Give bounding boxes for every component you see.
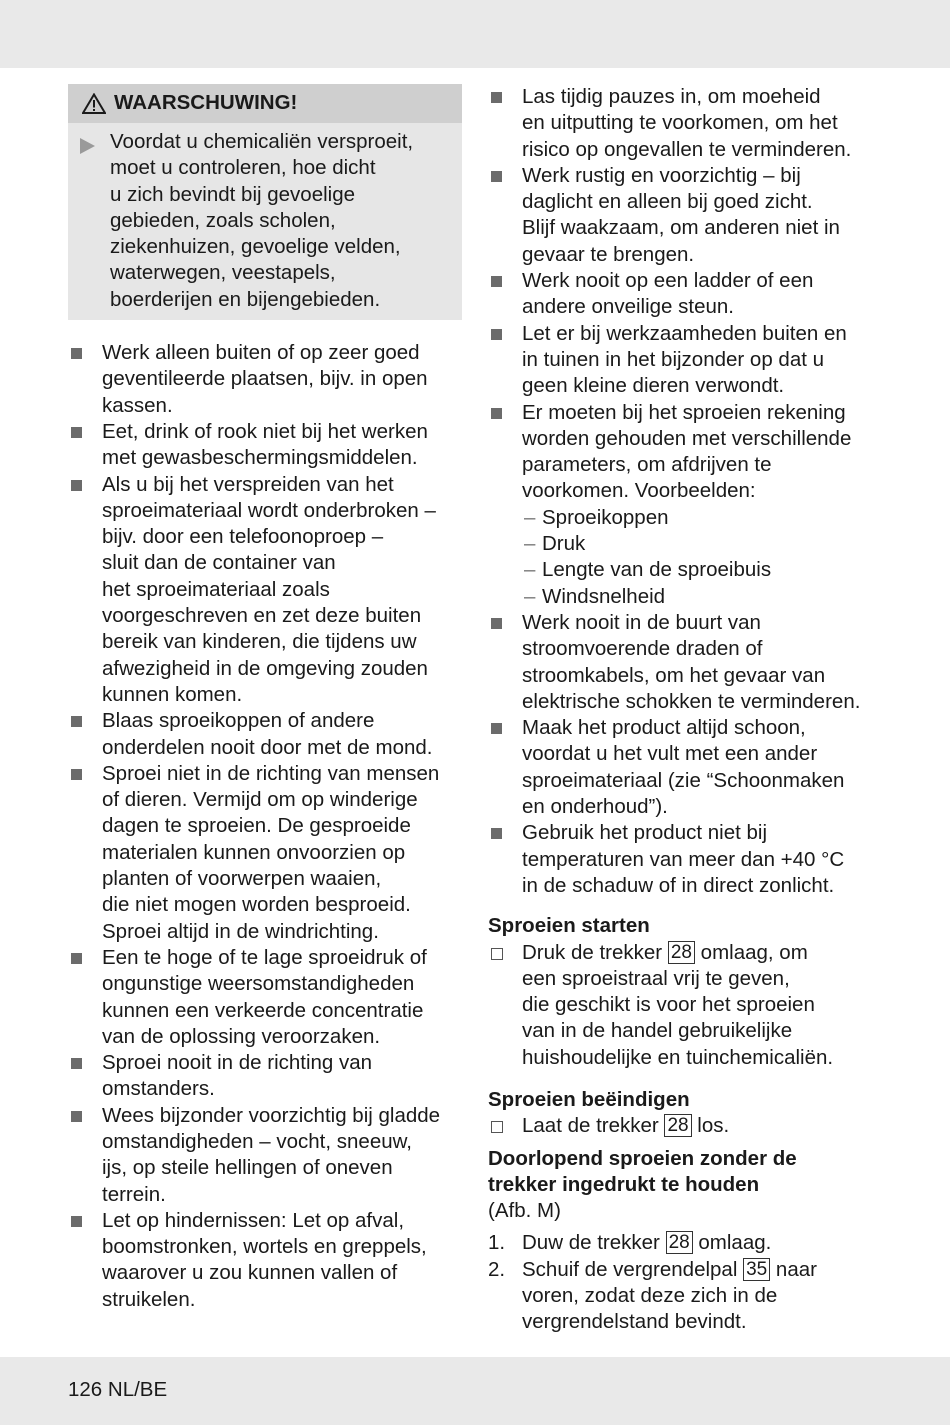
bullet-line: kunnen een verkeerde concentratie bbox=[102, 998, 424, 1022]
bullet-line: en uitputting te voorkomen, om het bbox=[522, 111, 838, 135]
bullet-line: Las tijdig pauzes in, om moeheid bbox=[522, 85, 821, 108]
bullet-square-icon bbox=[491, 92, 502, 103]
section-heading-stop: Sproeien beëindigen bbox=[488, 1087, 690, 1111]
bullet-square-icon bbox=[491, 828, 502, 839]
warning-text bbox=[110, 129, 450, 313]
bullet-line: Maak het product altijd schoon, bbox=[522, 716, 806, 740]
bullet-square-icon bbox=[71, 1216, 82, 1227]
bullet-square-icon bbox=[491, 276, 502, 287]
bullet-line: van de oplossing veroorzaken. bbox=[102, 1024, 381, 1048]
bullet-line: het sproeimateriaal zoals bbox=[102, 577, 330, 601]
bullet-item bbox=[68, 761, 462, 945]
bullet-item bbox=[68, 1050, 462, 1103]
bullet-line: Gebruik het product niet bij bbox=[522, 821, 767, 845]
bullet-item bbox=[68, 708, 462, 761]
bullet-line: elektrische schokken te verminderen. bbox=[522, 689, 861, 713]
bullet-square-icon bbox=[491, 171, 502, 182]
bullet-line: Werk rustig en voorzichtig – bij bbox=[522, 163, 801, 187]
parameter-item bbox=[488, 531, 888, 557]
bullet-line: Er moeten bij het sproeien rekening bbox=[522, 400, 846, 424]
bullet-square-icon bbox=[71, 1111, 82, 1122]
bullet-line: waarover u zou kunnen vallen of bbox=[102, 1261, 398, 1285]
bullet-line: Blijf waakzaam, om anderen niet in bbox=[522, 216, 840, 240]
bullet-square-icon bbox=[71, 953, 82, 964]
bullet-line: parameters, om afdrijven te bbox=[522, 453, 772, 477]
part-number-badge: 28 bbox=[666, 1231, 693, 1254]
bullet-line: andere onveilige steun. bbox=[522, 295, 734, 319]
bullet-line: stroomvoerende draden of bbox=[522, 637, 763, 661]
part-number-badge: 28 bbox=[668, 941, 695, 964]
warning-triangle-icon bbox=[82, 93, 106, 114]
section-heading-continuous: Doorlopend sproeien zonder de bbox=[488, 1146, 797, 1170]
figure-reference: (Afb. M) bbox=[488, 1199, 561, 1223]
bullet-line: in tuinen in het bijzonder op dat u bbox=[522, 347, 825, 371]
bullet-line: Wees bijzonder voorzichtig bij gladde bbox=[102, 1103, 441, 1127]
bullet-square-icon bbox=[491, 408, 502, 419]
bullet-square-icon bbox=[71, 427, 82, 438]
bullet-item bbox=[488, 610, 888, 715]
part-number-badge: 28 bbox=[664, 1114, 691, 1137]
warning-line: Voordat u chemicaliën versproeit, bbox=[110, 130, 414, 153]
bullet-square-icon bbox=[491, 723, 502, 734]
bullet-line: Eet, drink of rook niet bij het werken bbox=[102, 419, 428, 443]
bullet-square-icon bbox=[71, 716, 82, 727]
step-line: huishoudelijke en tuinchemicaliën. bbox=[522, 1045, 834, 1069]
bullet-line: planten of voorwerpen waaien, bbox=[102, 867, 382, 891]
arrow-right-icon bbox=[80, 129, 110, 313]
section-heading-start: Sproeien starten bbox=[488, 914, 650, 938]
parameter-label: Windsnelheid bbox=[542, 584, 666, 608]
bullet-item bbox=[68, 1208, 462, 1313]
bullet-square-icon bbox=[71, 348, 82, 359]
right-column bbox=[488, 84, 888, 1336]
warning-line: ziekenhuizen, gevoelige velden, bbox=[110, 235, 401, 259]
bullet-square-icon bbox=[491, 618, 502, 629]
bullet-line: stroomkabels, om het gevaar van bbox=[522, 663, 826, 687]
bullet-square-icon bbox=[71, 480, 82, 491]
bullet-item bbox=[488, 715, 888, 820]
bullet-line: omstanders. bbox=[102, 1077, 215, 1101]
bullet-line: Sproei nooit in de richting van bbox=[102, 1051, 373, 1075]
warning-title: WAARSCHUWING! bbox=[114, 91, 298, 115]
bullet-line: voordat u het vult met een ander bbox=[522, 742, 818, 766]
bullet-line: Een te hoge of te lage sproeidruk of bbox=[102, 945, 427, 969]
bullet-item bbox=[488, 820, 888, 899]
dash-icon: – bbox=[524, 532, 536, 556]
bullet-line: daglicht en alleen bij goed zicht. bbox=[522, 190, 813, 214]
bullet-item bbox=[488, 400, 888, 505]
checkbox-icon bbox=[491, 1121, 503, 1133]
parameter-label: Sproeikoppen bbox=[542, 505, 669, 529]
warning-line: u zich bevindt bij gevoelige bbox=[110, 182, 356, 206]
warning-line: gebieden, zoals scholen, bbox=[110, 208, 336, 232]
checkbox-icon bbox=[491, 948, 503, 960]
bullet-line: afwezigheid in de omgeving zouden bbox=[102, 656, 428, 680]
bullet-item bbox=[68, 419, 462, 472]
bullet-line: kassen. bbox=[102, 393, 173, 417]
bullet-line: temperaturen van meer dan +40 °C bbox=[522, 847, 845, 871]
step-item bbox=[488, 940, 888, 1071]
bullet-line: onderdelen nooit door met de mond. bbox=[102, 735, 433, 759]
step-line: vergrendelstand bevindt. bbox=[522, 1310, 747, 1334]
bullet-line: terrein. bbox=[102, 1182, 166, 1206]
step-number: 2. bbox=[488, 1257, 506, 1281]
bullet-line: Sproei altijd in de windrichting. bbox=[102, 919, 379, 943]
bullet-item bbox=[488, 321, 888, 400]
bullet-line: Werk nooit in de buurt van bbox=[522, 610, 761, 634]
step-line: van in de handel gebruikelijke bbox=[522, 1019, 793, 1043]
bullet-line: in de schaduw of in direct zonlicht. bbox=[522, 873, 835, 897]
bullet-line: Werk alleen buiten of op zeer goed bbox=[102, 341, 420, 365]
step-line: Laat de trekker 28 los. bbox=[522, 1114, 730, 1138]
bullet-line: Blaas sproeikoppen of andere bbox=[102, 709, 375, 733]
page-number: 126 NL/BE bbox=[68, 1378, 168, 1401]
bullet-line: en onderhoud”). bbox=[522, 795, 668, 819]
warning-body bbox=[68, 123, 462, 320]
bullet-item bbox=[488, 163, 888, 268]
parameter-item bbox=[488, 584, 888, 610]
warning-box bbox=[68, 84, 462, 320]
bullet-line: risico op ongevallen te verminderen. bbox=[522, 137, 852, 161]
step-number: 1. bbox=[488, 1231, 506, 1255]
left-column bbox=[68, 84, 462, 1313]
section-heading-continuous: trekker ingedrukt te houden bbox=[488, 1172, 760, 1196]
warning-line: moet u controleren, hoe dicht bbox=[110, 156, 376, 180]
dash-icon: – bbox=[524, 505, 536, 529]
bullet-line: Let er bij werkzaamheden buiten en bbox=[522, 321, 847, 345]
bullet-line: voorkomen. Voorbeelden: bbox=[522, 479, 756, 503]
parameter-label: Druk bbox=[542, 532, 586, 556]
bullet-line: geen kleine dieren verwondt. bbox=[522, 374, 785, 398]
warning-line: waterwegen, veestapels, bbox=[110, 261, 336, 285]
bullet-line: omstandigheden – vocht, sneeuw, bbox=[102, 1129, 412, 1153]
bullet-line: Sproei niet in de richting van mensen bbox=[102, 761, 440, 785]
step-line: voren, zodat deze zich in de bbox=[522, 1284, 778, 1308]
bullet-line: kunnen komen. bbox=[102, 682, 243, 706]
step-item bbox=[488, 1113, 888, 1139]
bullet-item bbox=[68, 472, 462, 709]
bullet-line: ijs, op steile hellingen of oneven bbox=[102, 1156, 393, 1180]
bullet-line: Let op hindernissen: Let op afval, bbox=[102, 1208, 405, 1232]
parameter-item bbox=[488, 505, 888, 531]
numbered-step bbox=[488, 1257, 888, 1336]
bullet-line: die niet mogen worden besproeid. bbox=[102, 893, 411, 917]
bullet-square-icon bbox=[71, 1058, 82, 1069]
dash-icon: – bbox=[524, 558, 536, 582]
bullet-line: bereik van kinderen, die tijdens uw bbox=[102, 630, 417, 654]
page-header-band bbox=[0, 0, 950, 68]
bullet-line: materialen kunnen onvoorzien op bbox=[102, 840, 406, 864]
bullet-line: dagen te sproeien. De gesproeide bbox=[102, 814, 411, 838]
bullet-item bbox=[488, 84, 888, 163]
bullet-square-icon bbox=[71, 769, 82, 780]
step-line: die geschikt is voor het sproeien bbox=[522, 993, 815, 1017]
bullet-line: met gewasbeschermingsmiddelen. bbox=[102, 446, 418, 470]
bullet-item bbox=[68, 945, 462, 1050]
bullet-line: struikelen. bbox=[102, 1287, 196, 1311]
bullet-line: of dieren. Vermijd om op winderige bbox=[102, 788, 418, 812]
parameter-label: Lengte van de sproeibuis bbox=[542, 558, 772, 582]
bullet-line: boomstronken, wortels en greppels, bbox=[102, 1235, 427, 1259]
warning-line: boerderijen en bijengebieden. bbox=[110, 287, 381, 311]
bullet-item bbox=[68, 1103, 462, 1208]
numbered-step bbox=[488, 1230, 888, 1256]
step-line: Schuif de vergrendelpal 35 naar bbox=[522, 1257, 817, 1281]
step-line: Druk de trekker 28 omlaag, om bbox=[522, 940, 808, 964]
step-line: Duw de trekker 28 omlaag. bbox=[522, 1231, 772, 1255]
bullet-line: Als u bij het verspreiden van het bbox=[102, 472, 394, 496]
bullet-line: voorgeschreven en zet deze buiten bbox=[102, 604, 422, 628]
bullet-line: gevaar te brengen. bbox=[522, 242, 695, 266]
bullet-line: sluit dan de container van bbox=[102, 551, 336, 575]
bullet-line: ongunstige weersomstandigheden bbox=[102, 972, 415, 996]
bullet-line: sproeimateriaal (zie “Schoonmaken bbox=[522, 768, 845, 792]
part-number-badge: 35 bbox=[743, 1258, 770, 1281]
bullet-item bbox=[488, 268, 888, 321]
bullet-line: worden gehouden met verschillende bbox=[522, 426, 852, 450]
bullet-line: geventileerde plaatsen, bijv. in open bbox=[102, 367, 428, 391]
bullet-square-icon bbox=[491, 329, 502, 340]
bullet-line: bijv. door een telefoonoproep – bbox=[102, 525, 384, 549]
warning-header bbox=[68, 84, 462, 123]
bullet-line: Werk nooit op een ladder of een bbox=[522, 269, 814, 293]
parameter-item bbox=[488, 557, 888, 583]
bullet-line: sproeimateriaal wordt onderbroken – bbox=[102, 498, 436, 522]
step-line: een sproeistraal vrij te geven, bbox=[522, 966, 790, 990]
dash-icon: – bbox=[524, 584, 536, 608]
bullet-item bbox=[68, 340, 462, 419]
